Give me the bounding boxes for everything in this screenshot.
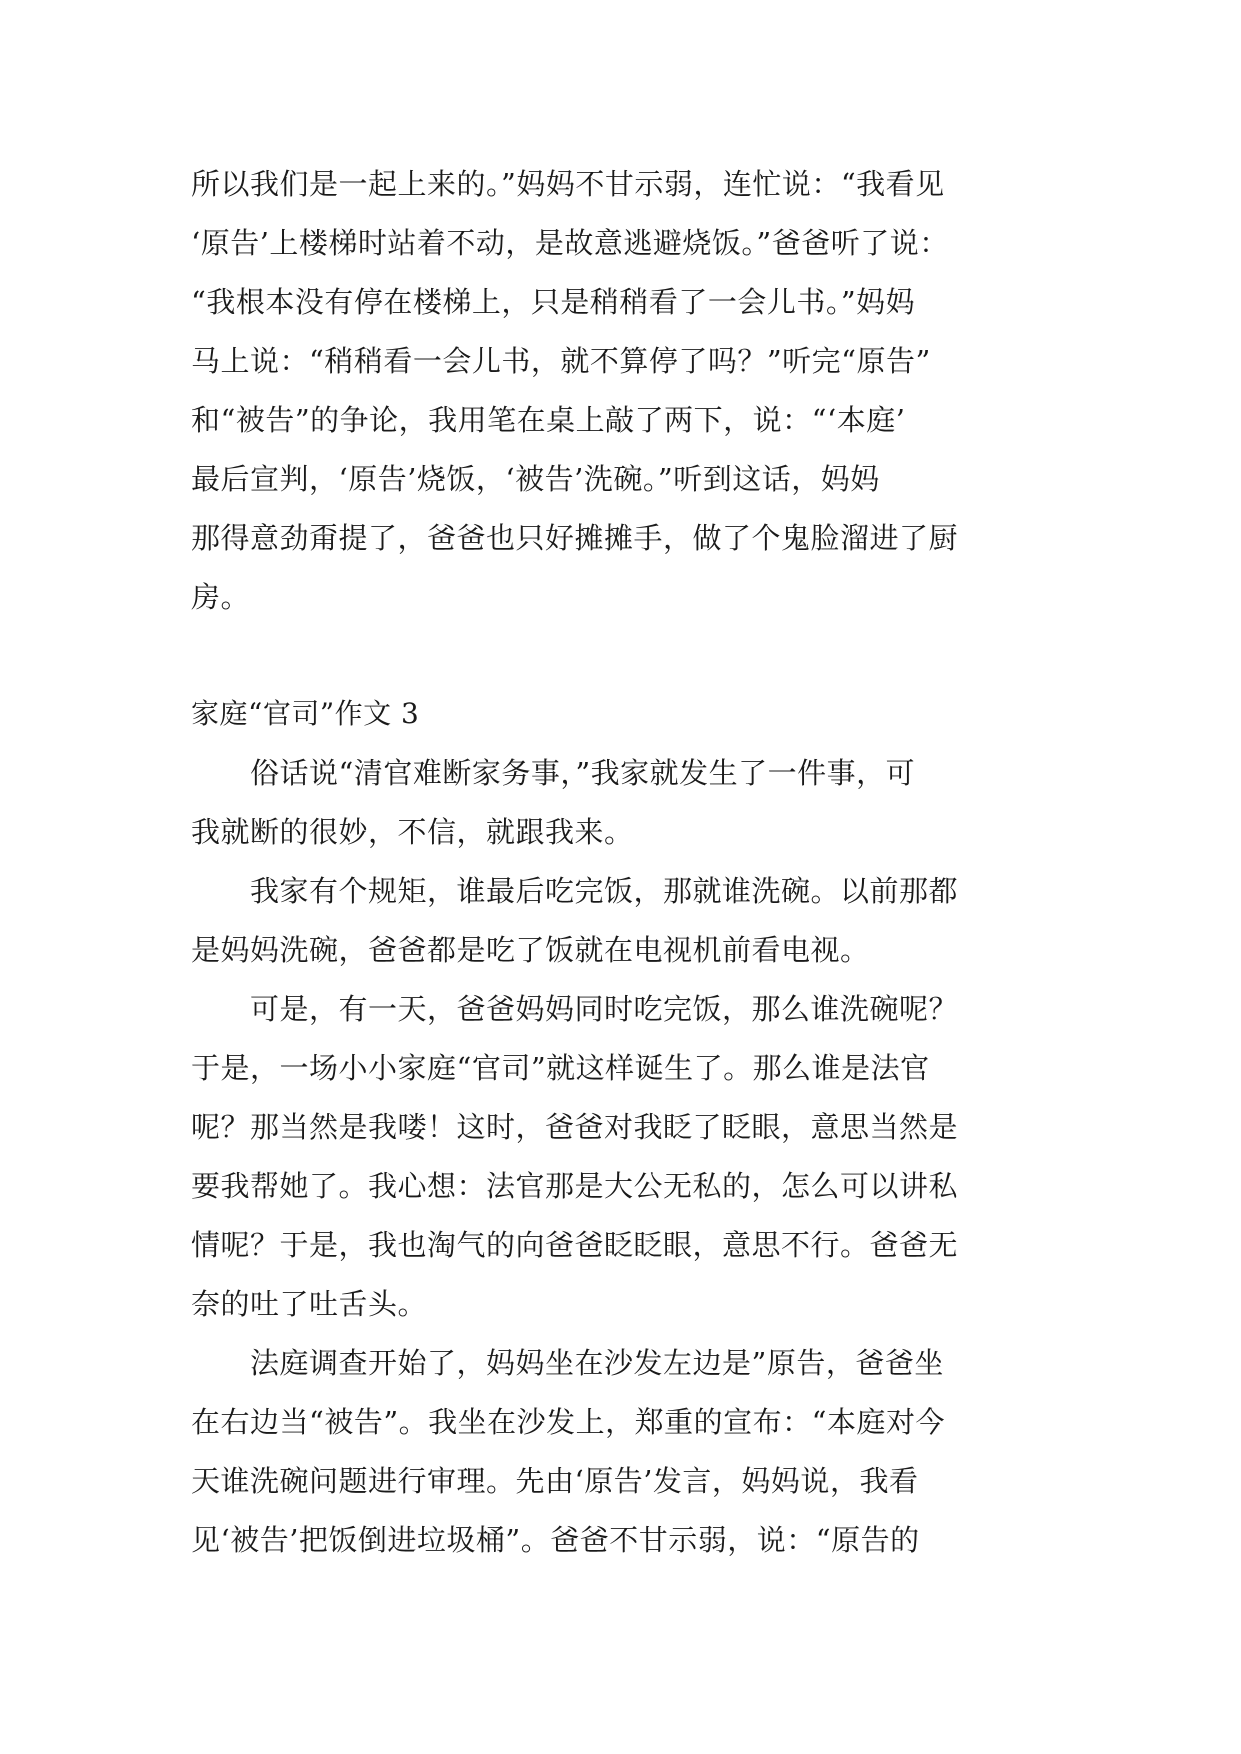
text-line: ‘原告’上楼梯时站着不动，是故意逃避烧饭。”爸爸听了说：: [191, 226, 949, 260]
text-line: 要我帮她了。我心想：法官那是大公无私的，怎么可以讲私: [191, 1169, 959, 1203]
text-line: 见‘被告’把饭倒进垃圾桶”。爸爸不甘示弱，说：“原告的: [191, 1523, 920, 1557]
text-line: 俗话说“清官难断家务事，”我家就发生了一件事，可: [191, 756, 916, 790]
text-line: 我家有个规矩，谁最后吃完饭，那就谁洗碗。以前那都: [191, 874, 959, 908]
text-line: 在右边当“被告”。我坐在沙发上，郑重的宣布：“本庭对今: [191, 1405, 945, 1439]
text-line: 是妈妈洗碗，爸爸都是吃了饭就在电视机前看电视。: [191, 933, 870, 967]
text-line: 最后宣判，‘原告’烧饭，‘被告’洗碗。”听到这话，妈妈: [191, 462, 880, 496]
text-line: “我根本没有停在楼梯上，只是稍稍看了一会儿书。”妈妈: [191, 285, 916, 319]
text-line: 房。: [191, 580, 251, 614]
text-line: 那得意劲甭提了，爸爸也只好摊摊手，做了个鬼脸溜进了厨: [191, 521, 959, 555]
text-line: 于是，一场小小家庭“官司”就这样诞生了。那么谁是法官: [191, 1051, 930, 1085]
text-line: 所以我们是一起上来的。”妈妈不甘示弱，连忙说：“我看见: [191, 167, 945, 201]
text-line: 可是，有一天，爸爸妈妈同时吃完饭，那么谁洗碗呢？: [191, 992, 959, 1026]
text-line: 呢？那当然是我喽！这时，爸爸对我眨了眨眼，意思当然是: [191, 1110, 959, 1144]
text-line: 天谁洗碗问题进行审理。先由‘原告’发言，妈妈说，我看: [191, 1464, 919, 1498]
text-line: 和“被告”的争论，我用笔在桌上敲了两下，说：“‘本庭’: [191, 403, 906, 437]
section-heading: 家庭“官司”作文 3: [191, 697, 420, 730]
text-line: 奈的吐了吐舌头。: [191, 1287, 428, 1321]
text-line: 情呢？于是，我也淘气的向爸爸眨眨眼，意思不行。爸爸无: [191, 1228, 959, 1262]
text-line: 法庭调查开始了，妈妈坐在沙发左边是”原告，爸爸坐: [191, 1346, 944, 1380]
text-line: 我就断的很妙，不信，就跟我来。: [191, 815, 634, 849]
text-line: 马上说：“稍稍看一会儿书，就不算停了吗？”听完“原告”: [191, 344, 931, 378]
